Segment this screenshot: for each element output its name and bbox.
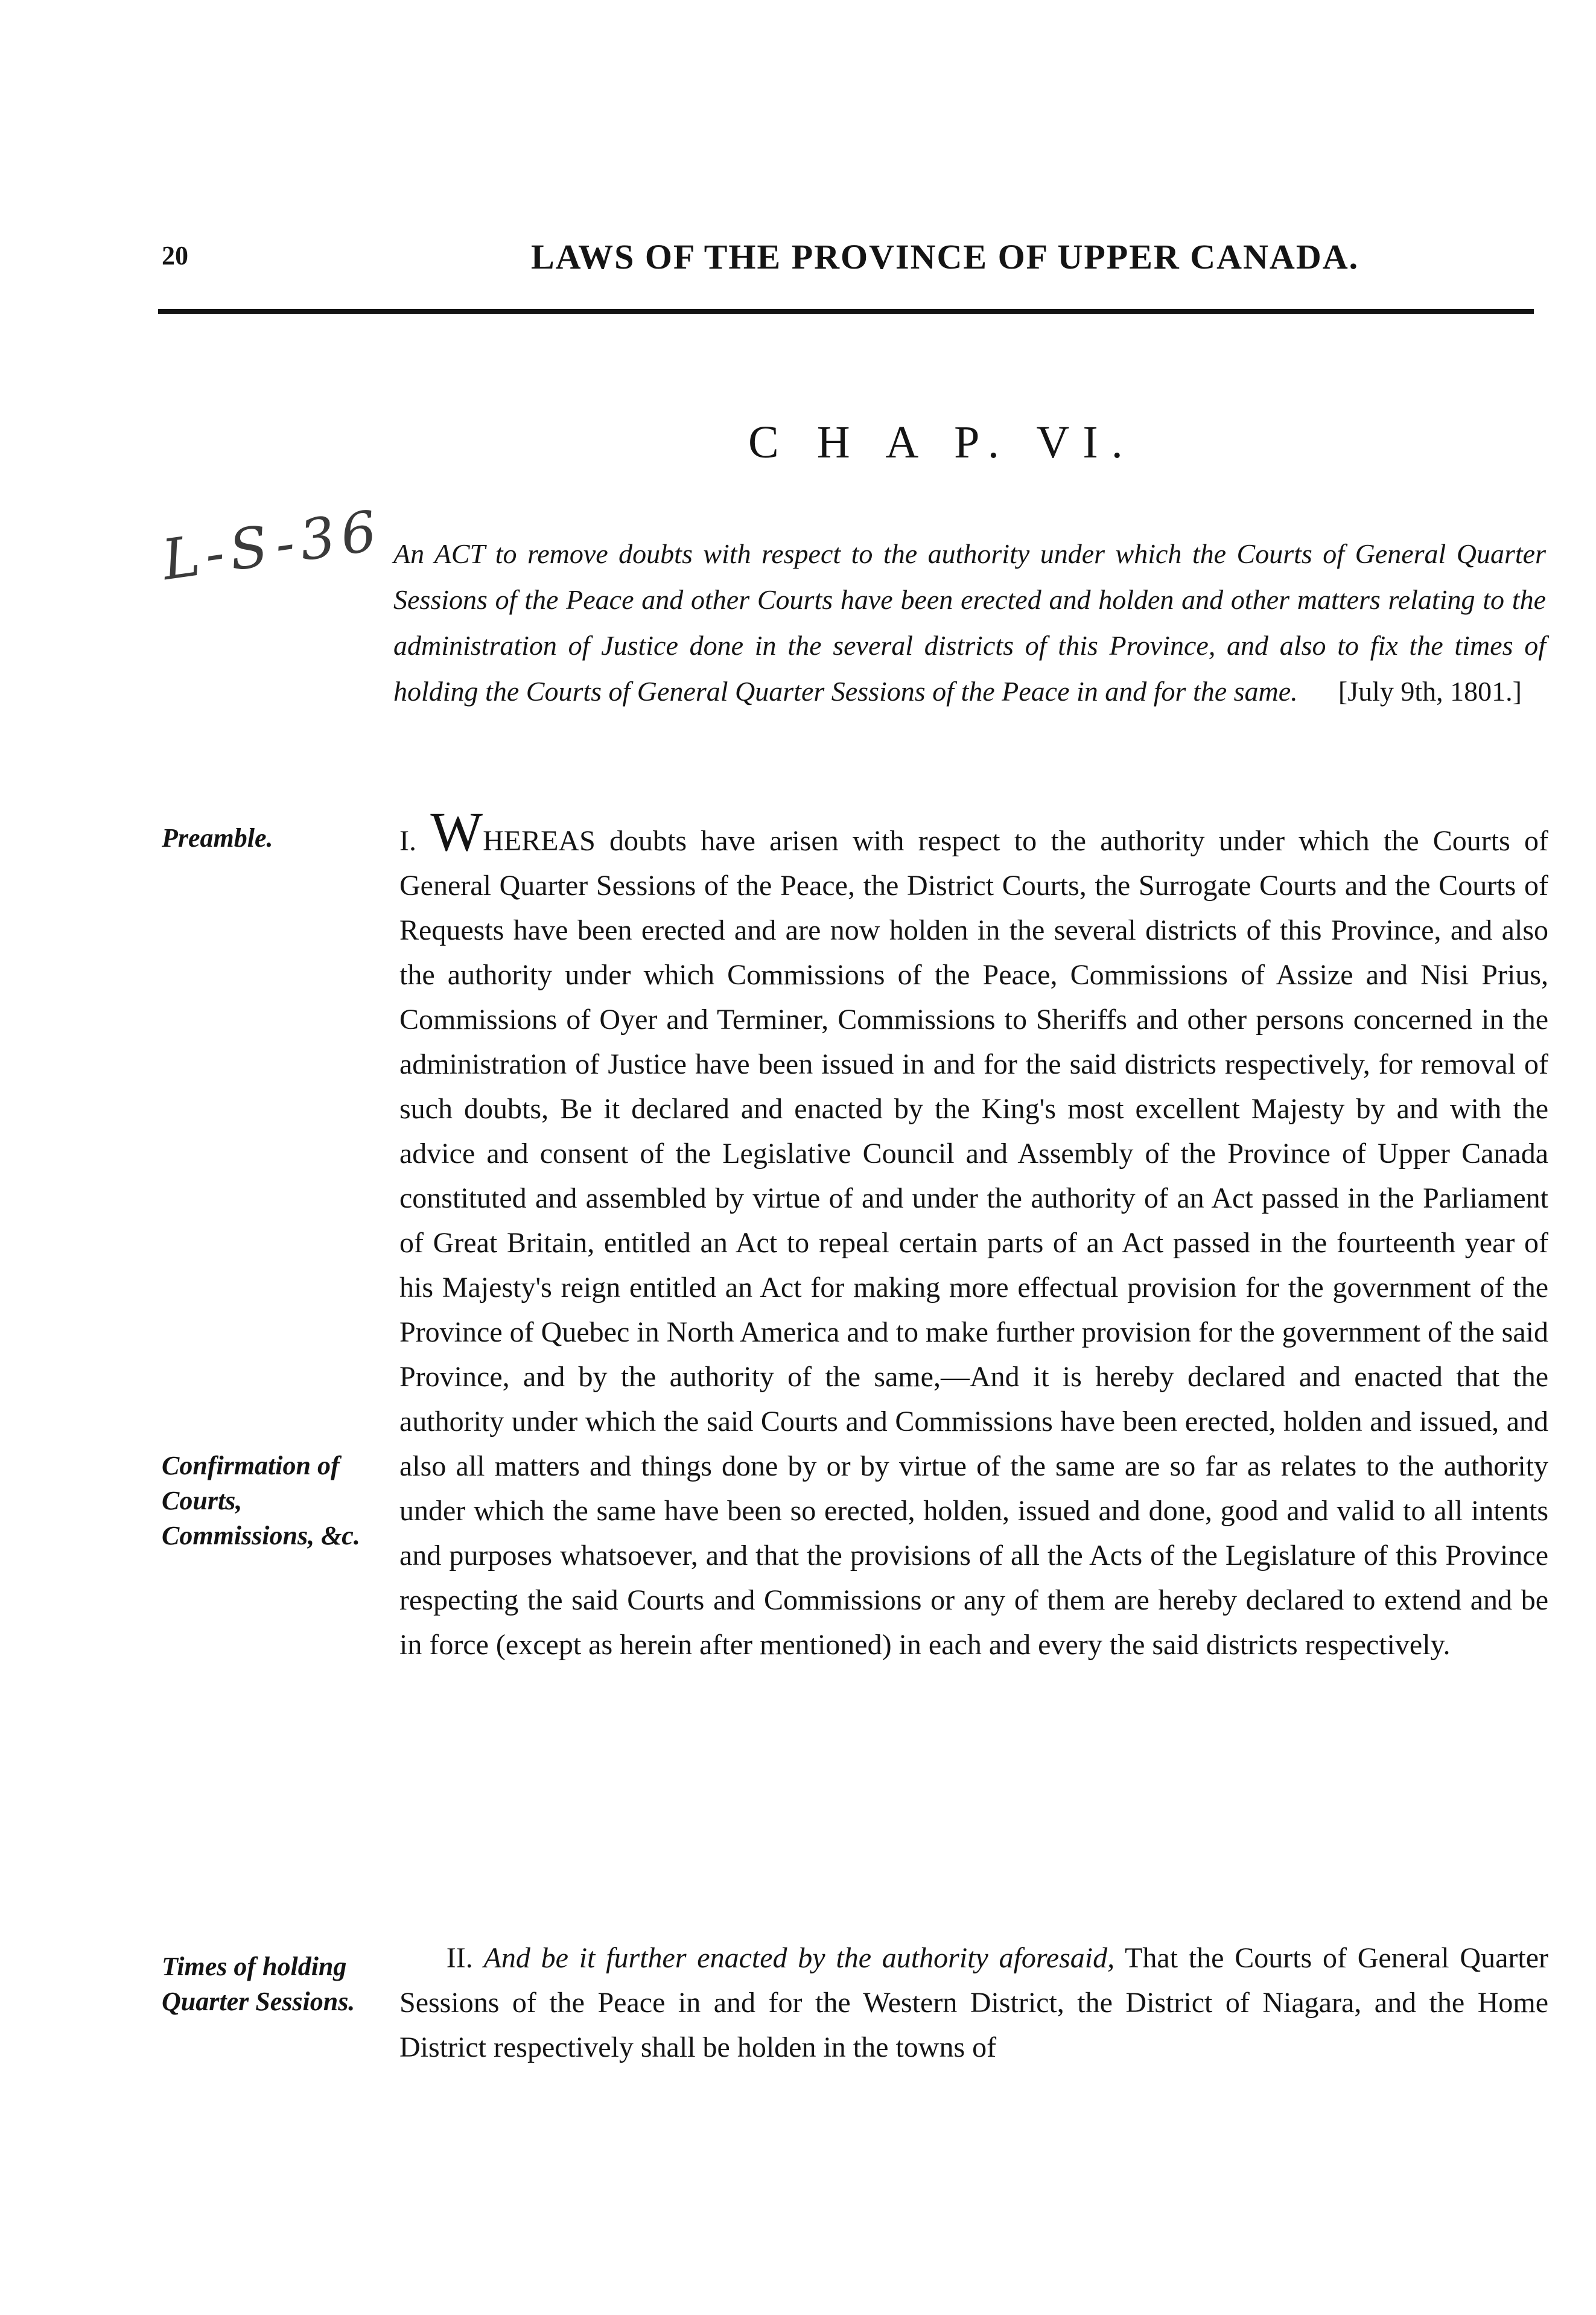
chapter-heading: C H A P. VI. <box>748 417 1136 468</box>
section-2-body: That the Courts of General Quarter Sessions of the Peace in and for the Western District, the District of Niagara, and the Home District respectively shall be holden in the towns of <box>399 1942 1549 2063</box>
section-1-dropcap: W <box>430 801 483 862</box>
handwritten-annotation: L-S-36 <box>158 498 387 593</box>
header-rule <box>158 309 1534 314</box>
act-title-text: An ACT to remove doubts with respect to the authority under which the Courts of General Quarter Sessions of the Peace and other Courts have been erected and holden and other matters relating to the administration of Justice done in the several districts of this Province, and also to fix the times of holding the Courts of General Quarter Sessions of the Peace in and for the same. <box>393 538 1546 707</box>
section-1 <box>399 801 1548 1667</box>
margin-note-times: Times of holding Quarter Sessions. <box>162 1952 355 2016</box>
running-head: LAWS OF THE PROVINCE OF UPPER CANADA. <box>531 237 1359 276</box>
section-2-enacting-clause: And be it further enacted by the authority aforesaid, <box>483 1942 1115 1974</box>
page-number: 20 <box>162 241 188 270</box>
section-2-number: II. <box>446 1942 473 1974</box>
margin-note-confirmation: Confirmation of Courts, Commissions, &c. <box>162 1451 360 1550</box>
act-title <box>393 531 1546 715</box>
act-date: [July 9th, 1801.] <box>1338 676 1522 707</box>
section-1-body: HEREAS doubts have arisen with respect to the authority under which the Courts of General Quarter Sessions of the Peace, the District Courts, the Surrogate Courts and the Courts of Requests have been erected and are now holden in the several districts of this Province, and also the authority under which Commissions of the Peace, Commissions of Assize and Nisi Prius, Commissions of Oyer and Terminer, Commissions to Sheriffs and other persons concerned in the administration of Justice have been issued in and for the said districts respectively, for removal of such doubts, Be it declared and enacted by the King's most excellent Majesty by and with the advice and consent of the Legislative Council and Assembly of the Province of Upper Canada constituted and assembled by virtue of and under the authority of an Act passed in the Parliament of Great Britain, entitled an Act to repeal certain parts of an Act passed in the fourteenth year of his Majesty's reign entitled an Act for making more effectual provision for the government of the Province of Quebec in North America and to make further provision for the government of the said Province, and by the authority of the same,—And it is hereby declared and enacted that the authority under which the said Courts and Commissions have been erected, holden and issued, and also all matters and things done by or by virtue of the same are so far as relates to the authority under which the same have been so erected, holden, issued and done, good and valid to all intents and purposes whatsoever, and that the provisions of all the Acts of the Legislature of this Province respecting the said Courts and Commissions or any of them are hereby declared to extend and be in force (except as herein after mentioned) in each and every the said districts respectively. <box>399 825 1548 1661</box>
section-1-number: I. <box>399 825 416 857</box>
section-2 <box>399 1936 1548 2070</box>
margin-note-preamble: Preamble. <box>162 823 273 853</box>
